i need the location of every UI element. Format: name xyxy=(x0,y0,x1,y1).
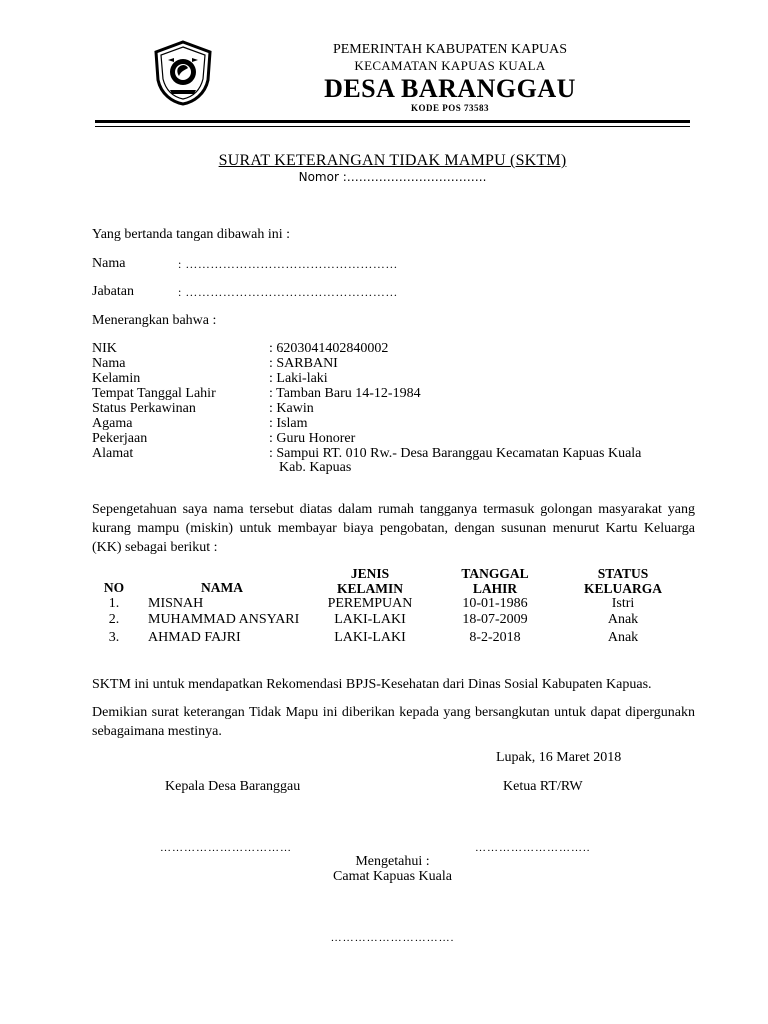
sub-district-head-title: Camat Kapuas Kuala xyxy=(333,869,452,884)
header-gender xyxy=(306,566,434,596)
row-gender: LAKI-LAKI xyxy=(334,630,406,645)
person-occupation-value: : Guru Honorer xyxy=(269,431,356,446)
letterhead-government: PEMERINTAH KABUPATEN KAPUAS xyxy=(332,42,568,57)
row-gender: PEREMPUAN xyxy=(327,596,413,611)
person-address-continued: Kab. Kapuas xyxy=(279,460,352,475)
person-gender-value: : Laki-laki xyxy=(269,371,328,386)
person-occupation-label: Pekerjaan xyxy=(92,431,148,446)
menerangkan-text: Menerangkan bahwa : xyxy=(92,313,217,328)
row-status: Anak xyxy=(607,612,639,627)
sub-district-head-signature-line: …………………………. xyxy=(330,932,455,944)
table-row xyxy=(90,612,690,628)
statement-paragraph: Sepengetahuan saya nama tersebut diatas dalam rumah tangganya termasuk golongan masyarakat yang kurang mampu (miskin) untuk membayar biaya pengobatan, dengan susunan menurut Kartu Keluarga (KK) sebagai berikut : xyxy=(92,502,695,555)
row-birthdate: 8-2-2018 xyxy=(469,630,521,645)
person-gender-label: Kelamin xyxy=(92,371,141,386)
header-birthdate-line1: TANGGAL xyxy=(461,566,529,581)
header-birthdate-line2: LAHIR xyxy=(472,581,518,596)
row-name: MISNAH xyxy=(148,596,204,611)
person-religion-value: : Islam xyxy=(269,416,308,431)
header-gender-line2: KELAMIN xyxy=(336,581,403,596)
header-name: NAMA xyxy=(201,580,243,595)
document-number: Nomor :…………………………….. xyxy=(298,170,487,184)
letterhead-district: KECAMATAN KAPUAS KUALA xyxy=(354,58,546,73)
person-birth-value: : Tamban Baru 14-12-1984 xyxy=(269,386,421,401)
table-row xyxy=(90,628,690,646)
person-nik-value: : 6203041402840002 xyxy=(269,341,389,356)
header-status-line2: KELUARGA xyxy=(583,581,662,596)
person-marital-value: : Kawin xyxy=(269,401,314,416)
header-status-line1: STATUS xyxy=(597,566,649,581)
row-no: 3. xyxy=(108,630,120,645)
signer-name-value: : …………………………………………… xyxy=(178,257,398,271)
row-name: MUHAMMAD ANSYARI xyxy=(148,612,300,627)
regency-emblem-icon xyxy=(150,40,216,106)
letterhead-thick-rule xyxy=(95,120,690,123)
document-title: SURAT KETERANGAN TIDAK MAMPU (SKTM) xyxy=(218,152,567,169)
person-address-value: : Sampui RT. 010 Rw.- Desa Baranggau Kecamatan Kapuas Kuala xyxy=(269,446,642,461)
person-address-label: Alamat xyxy=(92,446,134,461)
header-no: NO xyxy=(103,580,125,595)
row-status: Istri xyxy=(611,596,635,611)
header-gender-line1: JENIS xyxy=(350,566,390,581)
person-birth-label: Tempat Tanggal Lahir xyxy=(92,386,216,401)
person-religion-label: Agama xyxy=(92,416,133,431)
signer-position-value: : …………………………………………… xyxy=(178,285,398,299)
village-head-signature-line: …………………………… xyxy=(160,842,292,854)
letterhead-postal-code: KODE POS 73583 xyxy=(410,103,489,113)
person-name-label: Nama xyxy=(92,356,126,371)
village-head-title: Kepala Desa Baranggau xyxy=(165,779,301,794)
letterhead-thin-rule xyxy=(95,126,690,127)
purpose-paragraph: SKTM ini untuk mendapatkan Rekomendasi BPJS-Kesehatan dari Dinas Sosial Kabupaten Kapuas. xyxy=(92,677,652,692)
header-family-status xyxy=(556,566,690,596)
rt-rw-head-title: Ketua RT/RW xyxy=(503,779,583,794)
place-date: Lupak, 16 Maret 2018 xyxy=(496,750,622,765)
signer-name-label: Nama xyxy=(92,256,126,271)
row-birthdate: 18-07-2009 xyxy=(462,612,528,627)
row-gender: LAKI-LAKI xyxy=(334,612,406,627)
family-members-table xyxy=(90,566,690,646)
rt-rw-signature-line: ……………………….. xyxy=(475,842,591,854)
row-birthdate: 10-01-1986 xyxy=(462,596,528,611)
row-status: Anak xyxy=(607,630,639,645)
intro-text: Yang bertanda tangan dibawah ini : xyxy=(92,227,291,242)
row-no: 2. xyxy=(108,612,120,627)
row-name: AHMAD FAJRI xyxy=(148,630,241,645)
signer-position-label: Jabatan xyxy=(92,284,134,299)
row-no: 1. xyxy=(108,596,120,611)
person-marital-label: Status Perkawinan xyxy=(92,401,196,416)
letterhead-village: DESA BARANGGAU xyxy=(324,74,576,103)
acknowledged-label: Mengetahui : xyxy=(355,854,430,869)
person-nik-label: NIK xyxy=(92,341,117,356)
closing-paragraph: Demikian surat keterangan Tidak Mapu ini diberikan kepada yang bersangkutan untuk dapat dipergunakn sebagaimana mestinya. xyxy=(92,705,695,739)
table-row xyxy=(90,596,690,612)
table-header-row xyxy=(90,566,690,596)
person-name-value: : SARBANI xyxy=(269,356,338,371)
header-birthdate xyxy=(434,566,556,596)
